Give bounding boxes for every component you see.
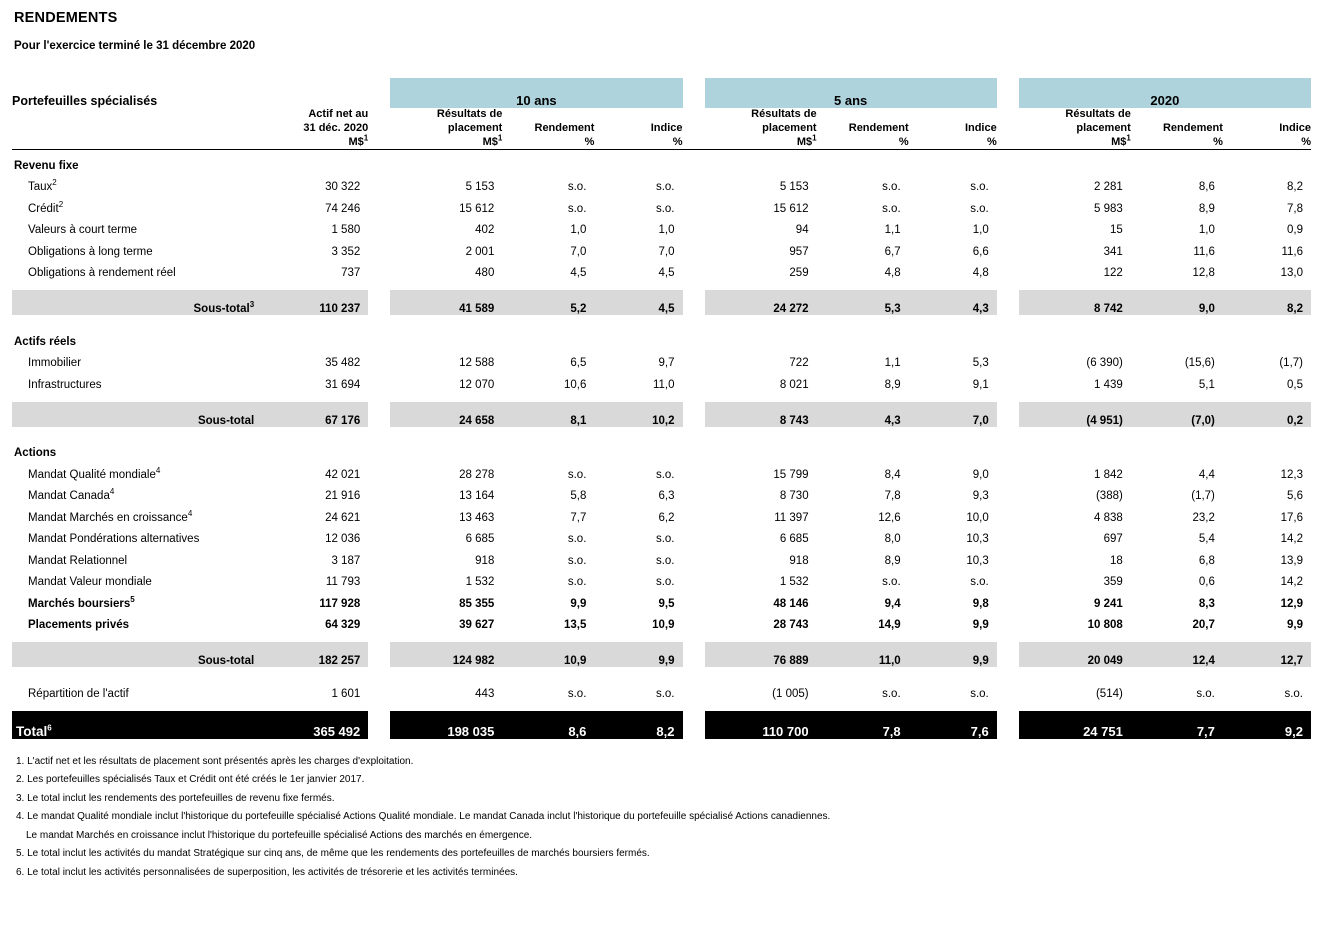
cell-resultats: (388) (1095, 490, 1123, 503)
cell-resultats: 5 153 (465, 181, 495, 194)
table-row (12, 236, 1311, 258)
cell-indice: 9,9 (1287, 619, 1303, 632)
footnote-5: 5. Le total inclut les activités du mandat Stratégique sur cinq ans, de même que les rendements des portefeuilles de marchés boursiers fermés. (16, 848, 650, 860)
cell-rendement: 8,9 (1198, 202, 1215, 215)
cell-indice: s.o. (970, 687, 989, 700)
cell-rendement: 20,7 (1192, 619, 1215, 632)
table-row (12, 524, 1311, 546)
table-row (12, 588, 1311, 610)
cell-actif-net: 35 482 (325, 357, 361, 370)
cell-indice: 10,0 (966, 511, 989, 524)
cell-indice: 9,9 (594, 642, 682, 667)
row-label: Valeurs à court terme (28, 224, 138, 237)
table-row (12, 567, 1311, 589)
cell-rendement: 8,0 (884, 533, 901, 546)
cell-resultats: 259 (789, 267, 809, 280)
row-label: Obligations à long terme (28, 245, 153, 258)
cell-actif-net: 182 257 (268, 642, 368, 667)
cell-rendement: 4,4 (1198, 468, 1215, 481)
cell-actif-net: 117 928 (319, 597, 361, 610)
cell-rendement: 7,7 (1131, 711, 1223, 739)
cell-resultats: 11 397 (774, 511, 809, 524)
footnote-4: 4. Le mandat Qualité mondiale inclut l'historique du portefeuille spécialisé Actions Qualité mondiale. Le mandat Canada inclut l'historique du portefeuille spécialisé Actions canadiennes. (16, 811, 831, 823)
cell-indice: 1,0 (972, 224, 989, 237)
cell-rendement: 1,0 (1198, 224, 1215, 237)
cell-resultats: 110 700 (705, 711, 817, 739)
cell-indice: 9,9 (909, 642, 997, 667)
cell-indice: 11,6 (1281, 245, 1303, 258)
cell-rendement: s.o. (567, 181, 587, 194)
cell-rendement: s.o. (567, 576, 587, 589)
cell-indice: 4,3 (909, 290, 997, 315)
cell-resultats: 1 439 (1094, 378, 1123, 391)
table-row (12, 369, 1311, 391)
subtotal-row (12, 402, 1311, 427)
cell-indice: 13,9 (1280, 554, 1303, 567)
row-label: Crédit$^2$ (28, 199, 64, 215)
cell-actif-net: 12 036 (325, 533, 361, 546)
row-label: Mandat Pondérations alternatives (28, 533, 200, 546)
cell-resultats: (4 951) (1019, 402, 1131, 427)
cell-indice: s.o. (970, 576, 989, 589)
row-label: Obligations à rendement réel (28, 267, 176, 280)
spacer-row (12, 315, 1311, 326)
cell-indice: s.o. (655, 533, 675, 546)
cell-rendement: s.o. (567, 687, 587, 700)
spacer-row (12, 700, 1311, 711)
cell-indice: 7,8 (1287, 202, 1303, 215)
cell-rendement: 7,8 (884, 490, 901, 503)
cell-indice: 13,0 (1280, 267, 1303, 280)
cell-resultats: 8 742 (1019, 290, 1131, 315)
cell-resultats: 4 838 (1094, 511, 1123, 524)
col-header-actif-line2: 31 déc. 2020 (303, 121, 369, 134)
cell-rendement: 5,2 (502, 290, 594, 315)
row-label: Mandat Valeur mondiale (28, 576, 152, 589)
col-header-actif-line1: Actif net au (308, 108, 369, 120)
cell-rendement: s.o. (882, 576, 901, 589)
subtotal-label: Sous-total (12, 402, 268, 427)
cell-indice: 10,3 (966, 533, 989, 546)
cell-rendement: (7,0) (1131, 402, 1223, 427)
section-heading-row (12, 438, 1311, 460)
cell-indice: s.o. (970, 202, 989, 215)
cell-actif-net: 24 621 (325, 511, 361, 524)
cell-indice: 12,9 (1280, 597, 1303, 610)
cell-rendement: 1,1 (884, 224, 901, 237)
cell-actif-net: 737 (341, 267, 361, 280)
col-header-res-10ans: Résultats de placement M\$$^1$ (436, 108, 503, 148)
cell-resultats: 918 (789, 554, 809, 567)
col-header-ind-5ans: Indice % (964, 121, 997, 148)
cell-rendement: 4,5 (570, 267, 587, 280)
row-label: Mandat Relationnel (28, 554, 128, 567)
cell-resultats: 76 889 (705, 642, 817, 667)
cell-rendement: 23,2 (1192, 511, 1215, 524)
spacer-row (12, 279, 1311, 290)
group-header-10ans: 10 ans (390, 78, 682, 108)
cell-indice: 9,1 (972, 378, 989, 391)
cell-rendement: 9,9 (570, 597, 587, 610)
cell-rendement: 4,3 (817, 402, 909, 427)
cell-actif-net: 74 246 (325, 202, 361, 215)
cell-indice: 5,3 (972, 357, 989, 370)
cell-resultats: 8 730 (779, 490, 809, 503)
cell-rendement: 6,7 (884, 245, 901, 258)
cell-indice: 14,2 (1280, 576, 1303, 589)
cell-indice: 8,2 (594, 711, 682, 739)
table-row (12, 459, 1311, 481)
row-label: Mandat Qualité mondiale$^4$ (28, 465, 161, 481)
cell-resultats: 10 808 (1087, 619, 1123, 632)
subtotal-row (12, 290, 1311, 315)
cell-indice: 9,8 (972, 597, 989, 610)
cell-indice: 6,3 (658, 490, 675, 503)
row-label: Placements privés (28, 619, 130, 632)
cell-resultats: 15 612 (459, 202, 495, 215)
cell-indice: 7,0 (658, 245, 675, 258)
cell-indice: 8,2 (1223, 290, 1311, 315)
cell-indice: 10,3 (966, 554, 989, 567)
cell-rendement: 5,8 (570, 490, 587, 503)
cell-resultats: 13 164 (459, 490, 495, 503)
group-header-5ans: 5 ans (705, 78, 997, 108)
cell-resultats: 20 049 (1019, 642, 1131, 667)
cell-rendement: (1,7) (1191, 490, 1215, 503)
section-title: Revenu fixe (14, 159, 79, 172)
cell-indice: s.o. (970, 181, 989, 194)
table-row (12, 348, 1311, 370)
cell-indice: 9,5 (658, 597, 675, 610)
cell-rendement: 8,9 (884, 378, 901, 391)
cell-rendement: 9,0 (1131, 290, 1223, 315)
table-row (12, 172, 1311, 194)
cell-indice: 10,2 (594, 402, 682, 427)
cell-rendement: 1,0 (570, 224, 587, 237)
cell-indice: s.o. (655, 181, 675, 194)
table-row (12, 502, 1311, 524)
cell-rendement: s.o. (882, 687, 901, 700)
cell-indice: 11,0 (652, 378, 675, 391)
cell-resultats: 13 463 (459, 511, 495, 524)
col-header-rend-5ans: Rendement % (848, 121, 909, 148)
returns-table (12, 78, 1311, 739)
cell-rendement: 5,3 (817, 290, 909, 315)
cell-rendement: 10,9 (502, 642, 594, 667)
cell-rendement: 12,8 (1192, 267, 1215, 280)
cell-rendement: s.o. (567, 468, 587, 481)
repartition-row (12, 678, 1311, 700)
subtotal-label: Sous-total (12, 642, 268, 667)
cell-actif-net: 3 352 (331, 245, 361, 258)
cell-rendement: 13,5 (564, 619, 587, 632)
cell-indice: 6,2 (658, 511, 675, 524)
cell-actif-net: 42 021 (325, 468, 361, 481)
cell-resultats: 15 612 (773, 202, 809, 215)
cell-indice: s.o. (655, 202, 675, 215)
cell-rendement: 14,9 (878, 619, 901, 632)
cell-resultats: (6 390) (1086, 357, 1123, 370)
col-header-actif-sup: 1 (363, 132, 369, 142)
table-column-headers (12, 108, 1311, 149)
cell-resultats: 124 982 (390, 642, 502, 667)
cell-actif-net: 11 793 (325, 576, 361, 589)
cell-indice: s.o. (655, 687, 675, 700)
cell-rendement: s.o. (567, 533, 587, 546)
section-heading-row (12, 326, 1311, 348)
cell-resultats: 15 799 (773, 468, 809, 481)
cell-resultats: 1 842 (1094, 468, 1123, 481)
cell-rendement: s.o. (567, 554, 587, 567)
cell-indice: 6,6 (972, 245, 989, 258)
cell-actif-net: 67 176 (268, 402, 368, 427)
cell-rendement: 0,6 (1198, 576, 1215, 589)
cell-resultats: 12 588 (459, 357, 495, 370)
cell-indice: 0,5 (1287, 378, 1303, 391)
cell-resultats: 28 278 (459, 468, 495, 481)
cell-rendement: 8,6 (1198, 181, 1215, 194)
cell-indice: 8,2 (1287, 181, 1303, 194)
cell-resultats: 957 (789, 245, 809, 258)
cell-resultats: 94 (795, 224, 809, 237)
cell-rendement: 7,7 (570, 511, 587, 524)
cell-rendement: 1,1 (884, 357, 901, 370)
row-label: Répartition de l'actif (28, 687, 129, 700)
footnote-2: 2. Les portefeuilles spécialisés Taux et Crédit ont été créés le 1er janvier 2017. (16, 774, 365, 786)
table-group-header-row (12, 78, 1311, 108)
footnote-3: 3. Le total inclut les rendements des portefeuilles de revenu fixe fermés. (16, 792, 335, 804)
col-header-res-5ans: Résultats de placement M\$$^1$ (751, 108, 817, 148)
cell-resultats: 85 355 (459, 597, 495, 610)
cell-rendement: 11,0 (817, 642, 909, 667)
cell-rendement: 9,4 (884, 597, 901, 610)
cell-indice: 10,9 (652, 619, 675, 632)
subtotal-label: Sous-total$^3$ (12, 290, 268, 315)
section-title: Actifs réels (14, 335, 77, 348)
cell-resultats: 18 (1110, 554, 1123, 567)
cell-indice: 12,7 (1223, 642, 1311, 667)
row-label: Marchés boursiers$^5$ (28, 594, 135, 610)
cell-indice: 4,5 (594, 290, 682, 315)
cell-resultats: 5 153 (779, 181, 809, 194)
cell-resultats: 480 (475, 267, 495, 280)
cell-resultats: 443 (475, 687, 495, 700)
cell-rendement: 5,1 (1198, 378, 1215, 391)
row-label: Mandat Canada$^4$ (28, 487, 115, 503)
total-label: Total$^6$ (12, 711, 268, 739)
col-header-rend-2020: Rendement % (1162, 121, 1223, 148)
cell-indice: 7,0 (909, 402, 997, 427)
cell-resultats: 402 (475, 224, 495, 237)
footnote-4-cont: Le mandat Marchés en croissance inclut l'historique du portefeuille spécialisé Actions des marchés en émergence. (26, 829, 533, 841)
section-heading-row (12, 150, 1311, 172)
section-title: Actions (14, 447, 57, 460)
cell-rendement: 6,5 (570, 357, 587, 370)
cell-indice: 0,2 (1223, 402, 1311, 427)
cell-resultats: 28 743 (773, 619, 809, 632)
cell-resultats: 9 241 (1094, 597, 1123, 610)
cell-resultats: 122 (1103, 267, 1123, 280)
cell-resultats: 24 272 (705, 290, 817, 315)
cell-resultats: 8 743 (705, 402, 817, 427)
cell-actif-net: 64 329 (325, 619, 361, 632)
cell-resultats: 41 589 (390, 290, 502, 315)
col-header-ind-2020: Indice % (1279, 121, 1311, 148)
row-label: Mandat Marchés en croissance$^4$ (28, 508, 193, 524)
cell-indice: s.o. (655, 576, 675, 589)
cell-actif-net: 21 916 (325, 490, 361, 503)
cell-rendement: s.o. (1196, 687, 1215, 700)
cell-rendement: s.o. (567, 202, 587, 215)
cell-rendement: 8,3 (1198, 597, 1215, 610)
cell-indice: 4,8 (972, 267, 989, 280)
cell-resultats: 24 658 (390, 402, 502, 427)
cell-resultats: 1 532 (779, 576, 809, 589)
cell-rendement: s.o. (882, 181, 901, 194)
cell-resultats: 39 627 (459, 619, 495, 632)
cell-indice: s.o. (655, 554, 675, 567)
cell-rendement: 7,8 (817, 711, 909, 739)
cell-rendement: 6,8 (1198, 554, 1215, 567)
cell-resultats: 918 (475, 554, 495, 567)
cell-resultats: 359 (1103, 576, 1123, 589)
table-row (12, 258, 1311, 280)
group-header-2020: 2020 (1019, 78, 1311, 108)
cell-actif-net: 1 580 (331, 224, 361, 237)
cell-indice: 1,0 (658, 224, 675, 237)
cell-resultats: 198 035 (390, 711, 502, 739)
cell-resultats: 1 532 (465, 576, 495, 589)
table-row (12, 610, 1311, 632)
cell-resultats: 24 751 (1019, 711, 1131, 739)
col-header-actif-unit: M$ (348, 135, 364, 148)
cell-rendement: 12,6 (878, 511, 901, 524)
cell-rendement: 10,6 (564, 378, 587, 391)
page-subtitle: Pour l'exercice terminé le 31 décembre 2020 (14, 40, 256, 52)
cell-resultats: 48 146 (773, 597, 809, 610)
cell-resultats: 2 001 (465, 245, 495, 258)
cell-indice: 4,5 (658, 267, 675, 280)
cell-actif-net: 31 694 (325, 378, 361, 391)
footnote-6: 6. Le total inclut les activités personnalisées de superposition, les activités de trésorerie et les activités terminées. (16, 866, 518, 878)
cell-resultats: 6 685 (779, 533, 809, 546)
cell-rendement: 5,4 (1198, 533, 1215, 546)
cell-resultats: 5 983 (1094, 202, 1123, 215)
cell-indice: 17,6 (1280, 511, 1303, 524)
cell-resultats: (514) (1095, 687, 1123, 700)
cell-indice: (1,7) (1279, 357, 1303, 370)
cell-indice: s.o. (655, 468, 675, 481)
cell-actif-net: 365 492 (268, 711, 368, 739)
spacer-row (12, 667, 1311, 678)
cell-indice: 9,9 (972, 619, 989, 632)
cell-resultats: 722 (789, 357, 809, 370)
cell-actif-net: 30 322 (325, 181, 361, 194)
footnotes (12, 753, 1311, 883)
table-row (12, 481, 1311, 503)
cell-rendement: (15,6) (1184, 357, 1215, 370)
cell-actif-net: 110 237 (268, 290, 368, 315)
cell-resultats: 12 070 (459, 378, 495, 391)
cell-resultats: 15 (1110, 224, 1123, 237)
page-title: RENDEMENTS (14, 10, 118, 26)
cell-rendement: 8,9 (884, 554, 901, 567)
cell-resultats: 8 021 (779, 378, 809, 391)
cell-indice: 5,6 (1287, 490, 1303, 503)
table-row (12, 215, 1311, 237)
col-header-rend-10ans: Rendement % (534, 121, 595, 148)
footnote-1: 1. L'actif net et les résultats de placement sont présentés après les charges d'exploitation. (16, 755, 414, 767)
cell-indice: 9,2 (1223, 711, 1311, 739)
row-label: Taux$^2$ (28, 178, 57, 194)
cell-rendement: 8,4 (884, 468, 901, 481)
col-header-actif (268, 108, 368, 149)
cell-rendement: 4,8 (884, 267, 901, 280)
cell-rendement: s.o. (882, 202, 901, 215)
cell-resultats: 341 (1103, 245, 1123, 258)
cell-indice: s.o. (1284, 687, 1303, 700)
cell-resultats: 697 (1103, 533, 1123, 546)
spacer-row (12, 427, 1311, 438)
cell-resultats: (1 005) (772, 687, 809, 700)
cell-indice: 12,3 (1280, 468, 1303, 481)
subtotal-row (12, 642, 1311, 667)
col-header-res-2020: Résultats de placement M\$$^1$ (1065, 108, 1131, 148)
row-label: Immobilier (28, 357, 82, 370)
cell-actif-net: 3 187 (331, 554, 361, 567)
spacer-row (12, 631, 1311, 642)
cell-rendement: 8,6 (502, 711, 594, 739)
cell-actif-net: 1 601 (331, 687, 361, 700)
row-label: Infrastructures (28, 378, 102, 391)
table-row (12, 545, 1311, 567)
cell-rendement: 12,4 (1131, 642, 1223, 667)
cell-rendement: 11,6 (1193, 245, 1215, 258)
total-row (12, 711, 1311, 739)
cell-resultats: 2 281 (1094, 181, 1123, 194)
cell-indice: 9,7 (658, 357, 675, 370)
row-header-label: Portefeuilles spécialisés (12, 94, 158, 108)
spacer-row (12, 391, 1311, 402)
cell-rendement: 7,0 (570, 245, 587, 258)
cell-indice: 9,3 (972, 490, 989, 503)
cell-resultats: 6 685 (465, 533, 495, 546)
col-header-ind-10ans: Indice % (650, 121, 683, 148)
table-row (12, 193, 1311, 215)
cell-indice: 14,2 (1280, 533, 1303, 546)
cell-indice: 9,0 (972, 468, 989, 481)
cell-indice: 0,9 (1287, 224, 1303, 237)
cell-indice: 7,6 (909, 711, 997, 739)
cell-rendement: 8,1 (502, 402, 594, 427)
